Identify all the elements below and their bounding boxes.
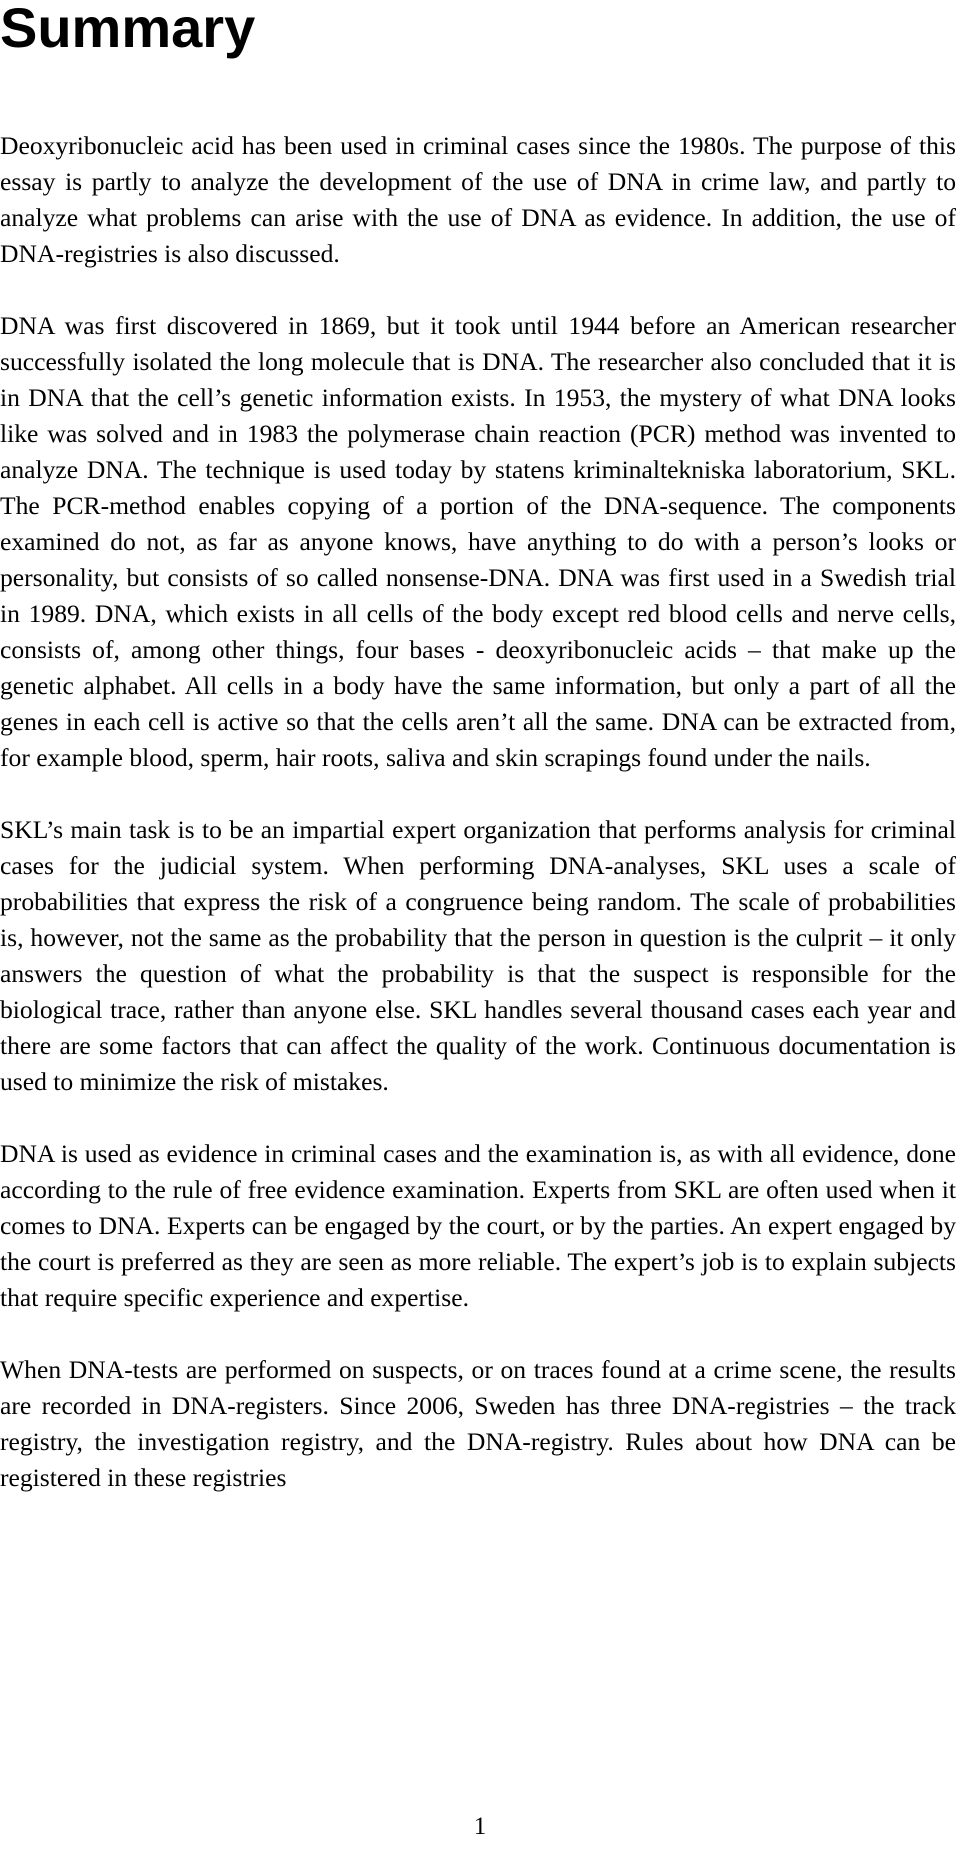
- page-title: Summary: [0, 0, 256, 59]
- document-body: [0, 128, 956, 1496]
- paragraph-dna-history: DNA was first discovered in 1869, but it took until 1944 before an American researcher successfully isolated the long molecule that is DNA. The researcher also concluded that it is in DNA that the cell’s genetic information exists. In 1953, the mystery of what DNA looks like was solved and in 1983 the polymerase chain reaction (PCR) method was invented to analyze DNA. The technique is used today by statens kriminaltekniska laboratorium, SKL. The PCR-method enables copying of a portion of the DNA-sequence. The components examined do not, as far as anyone knows, have anything to do with a person’s looks or personality, but consists of so called nonsense-DNA. DNA was first used in a Swedish trial in 1989. DNA, which exists in all cells of the body except red blood cells and nerve cells, consists of, among other things, four bases - deoxyribonucleic acids – that make up the genetic alphabet. All cells in a body have the same information, but only a part of all the genes in each cell is active so that the cells aren’t all the same. DNA can be extracted from, for example blood, sperm, hair roots, saliva and skin scrapings found under the nails.: [0, 311, 956, 772]
- paragraph-skl-task: SKL’s main task is to be an impartial expert organization that performs analysis for criminal cases for the judicial system. When performing DNA-analyses, SKL uses a scale of probabilities that express the risk of a congruence being random. The scale of probabilities is, however, not the same as the probability that the person in question is the culprit – it only answers the question of what the probability is that the suspect is responsible for the biological trace, rather than anyone else. SKL handles several thousand cases each year and there are some factors that can affect the quality of the work. Continuous documentation is used to minimize the risk of mistakes.: [0, 815, 956, 1096]
- paragraph-introduction: Deoxyribonucleic acid has been used in criminal cases since the 1980s. The purpose of this essay is partly to analyze the development of the use of DNA in crime law, and partly to analyze what problems can arise with the use of DNA as evidence. In addition, the use of DNA-registries is also discussed.: [0, 131, 956, 268]
- paragraph-dna-registries: When DNA-tests are performed on suspects, or on traces found at a crime scene, the results are recorded in DNA-registers. Since 2006, Sweden has three DNA-registries – the track registry, the investigation registry, and the DNA-registry. Rules about how DNA can be registered in these registries: [0, 1355, 956, 1492]
- page-number: 1: [473, 1813, 487, 1840]
- paragraph-dna-evidence: DNA is used as evidence in criminal cases and the examination is, as with all evidence, done according to the rule of free evidence examination. Experts from SKL are often used when it comes to DNA. Experts can be engaged by the court, or by the parties. An expert engaged by the court is preferred as they are seen as more reliable. The expert’s job is to explain subjects that require specific experience and expertise.: [0, 1139, 956, 1312]
